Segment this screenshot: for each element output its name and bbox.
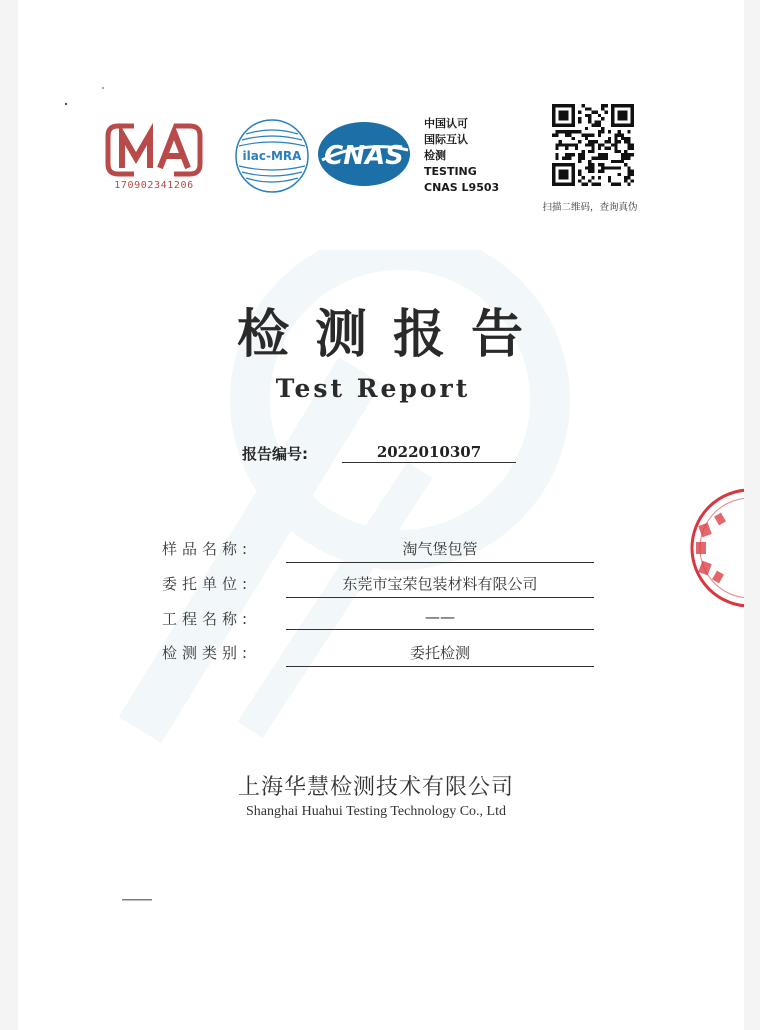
page-title-english: Test Report — [275, 374, 471, 403]
report-number-value: 2022010307 — [342, 443, 516, 463]
cnas-line: 中国认可 — [424, 117, 468, 130]
client-value: 东莞市宝荣包装材料有限公司 — [286, 573, 594, 598]
test-category-value: 委托检测 — [286, 642, 594, 667]
qr-caption: 扫描二维码，查询真伪 — [542, 202, 638, 213]
report-number-label: 报告编号: — [242, 445, 308, 463]
cnas-line: 国际互认 — [424, 133, 468, 146]
sample-name-label: 样品名称: — [162, 540, 253, 558]
test-category-label: 检测类别: — [162, 644, 253, 662]
project-name-value: —— — [286, 608, 594, 630]
svg-text:ilac-MRA: ilac-MRA — [242, 149, 302, 163]
sample-name-value: 淘气堡包管 — [286, 538, 594, 563]
page-title: 检测报告 — [236, 305, 549, 365]
company-name: 上海华慧检测技术有限公司 — [237, 775, 514, 800]
svg-text:CNAS: CNAS — [324, 141, 404, 171]
cnas-line: CNAS L9503 — [424, 181, 500, 194]
project-name-label: 工程名称: — [162, 610, 253, 628]
cnas-line: 检测 — [424, 149, 446, 162]
client-label: 委托单位: — [162, 575, 253, 593]
cma-number: 170902341206 — [114, 180, 194, 191]
cnas-line: TESTING — [424, 165, 477, 178]
company-name-english: Shanghai Huahui Testing Technology Co., Ltd — [246, 804, 506, 819]
